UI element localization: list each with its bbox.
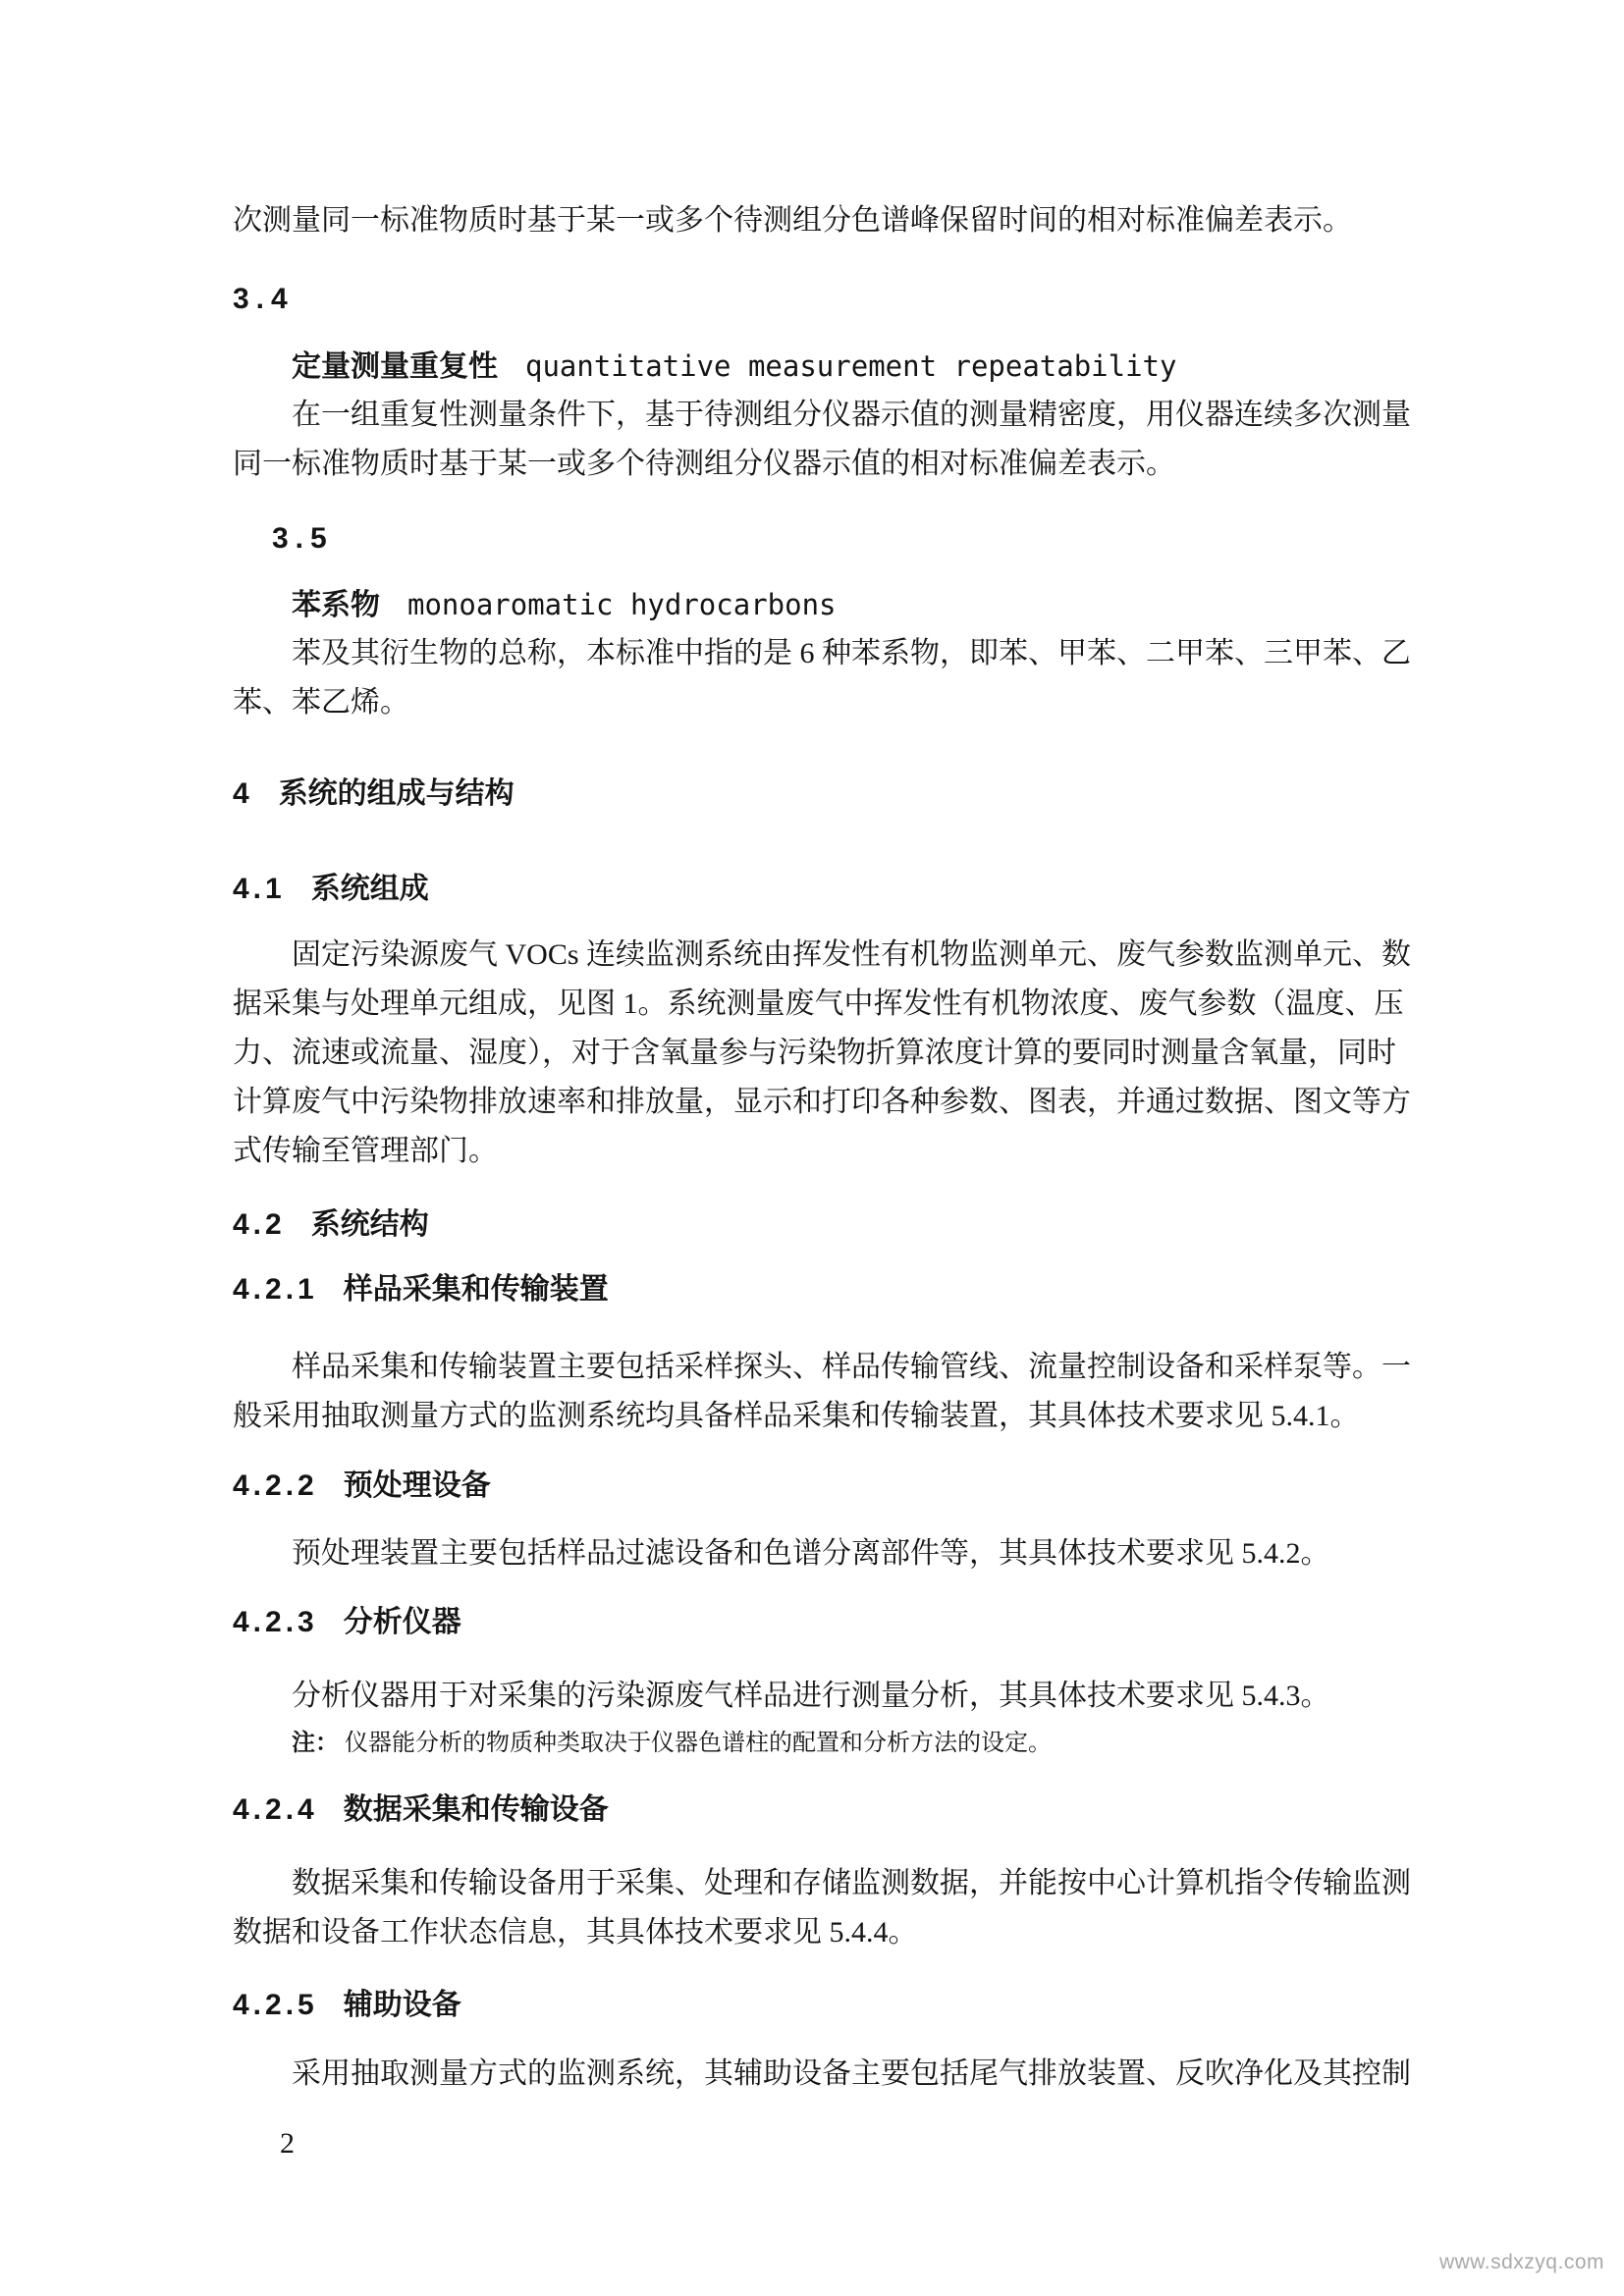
body-line: 苯、苯乙烯。	[233, 686, 409, 719]
body-line: 预处理装置主要包括样品过滤设备和色谱分离部件等，其具体技术要求见 5.4.2。	[292, 1537, 1330, 1570]
body-line: 固定污染源废气 VOCs 连续监测系统由挥发性有机物监测单元、废气参数监测单元、数	[292, 938, 1412, 971]
watermark: www.sdxzyq.com	[1438, 2251, 1604, 2273]
term-heading	[233, 580, 1381, 629]
note	[233, 1724, 1381, 1763]
body-line: 在一组重复性测量条件下，基于待测组分仪器示值的测量精密度，用仪器连续多次测量	[292, 399, 1411, 431]
section-heading-4-2-4	[233, 1786, 1381, 1835]
section-title: 系统的组成与结构	[278, 777, 514, 810]
body-line: 采用抽取测量方式的监测系统，其辅助设备主要包括尾气排放装置、反吹净化及其控制	[292, 2057, 1411, 2090]
section-heading-4-2-5	[233, 1981, 1381, 2030]
section-title: 预处理设备	[343, 1469, 491, 1502]
section-title: 辅助设备	[343, 1989, 461, 2021]
body-line: 数据和设备工作状态信息，其具体技术要求见 5.4.4。	[233, 1916, 918, 1949]
body-line: 式传输至管理部门。	[233, 1135, 498, 1167]
body-line: 苯及其衍生物的总称，本标准中指的是 6 种苯系物，即苯、甲苯、二甲苯、三甲苯、乙	[292, 637, 1411, 669]
section-number: 4.2.3	[233, 1606, 318, 1638]
section-number: 4.2	[233, 1208, 286, 1241]
body-line: 同一标准物质时基于某一或多个待测组分仪器示值的相对标准偏差表示。	[233, 448, 1175, 480]
clause-number-3-5: 3.5	[272, 522, 334, 555]
section-number: 4.2.2	[233, 1469, 318, 1502]
section-number: 4.2.5	[233, 1989, 318, 2021]
body-line: 计算废气中污染物排放速率和排放量，显示和打印各种参数、图表，并通过数据、图文等方	[233, 1086, 1411, 1118]
paragraph	[233, 931, 1412, 1176]
section-heading-4-2-3	[233, 1598, 1381, 1647]
term-zh: 定量测量重复性	[292, 350, 498, 383]
section-heading-4-2	[233, 1201, 1381, 1250]
note-text: 仪器能分析的物质种类取决于仪器色谱柱的配置和分析方法的设定。	[345, 1731, 1052, 1756]
paragraph	[233, 1859, 1411, 1957]
term-zh: 苯系物	[292, 589, 380, 621]
body-line: 力、流速或流量、湿度），对于含氧量参与污染物折算浓度计算的要同时测量含氧量，同时	[233, 1037, 1396, 1069]
section-number: 4.2.4	[233, 1793, 318, 1826]
paragraph	[233, 1529, 1381, 1578]
section-number: 4.2.1	[233, 1273, 318, 1306]
paragraph	[233, 2050, 1411, 2099]
body-line: 样品采集和传输装置主要包括采样探头、样品传输管线、流量控制设备和采样泵等。一	[292, 1351, 1411, 1383]
section-title: 系统结构	[310, 1208, 429, 1241]
term-en: monoaromatic hydrocarbons	[407, 588, 837, 621]
section-title: 系统组成	[310, 873, 429, 905]
clause-number-3-4: 3.4	[233, 283, 295, 315]
paragraph	[233, 1672, 1381, 1721]
section-heading-4-2-1	[233, 1265, 1381, 1314]
paragraph	[233, 1343, 1411, 1441]
body-line: 据采集与处理单元组成，见图 1。系统测量废气中挥发性有机物浓度、废气参数（温度、压	[233, 988, 1404, 1020]
body-line: 分析仪器用于对采集的污染源废气样品进行测量分析，其具体技术要求见 5.4.3。	[292, 1680, 1330, 1712]
page-number: 2	[280, 2127, 295, 2160]
section-title: 样品采集和传输装置	[343, 1273, 609, 1306]
section-heading-4	[233, 770, 1381, 819]
section-title: 分析仪器	[343, 1606, 461, 1638]
document-content	[233, 0, 1412, 2168]
section-number: 4	[233, 777, 253, 810]
section-number: 4.1	[233, 873, 286, 905]
section-heading-4-2-2	[233, 1462, 1381, 1511]
body-line: 数据采集和传输设备用于采集、处理和存储监测数据，并能按中心计算机指令传输监测	[292, 1867, 1411, 1899]
paragraph	[233, 629, 1411, 727]
term-en: quantitative measurement repeatability	[525, 349, 1177, 383]
note-label: 注：	[292, 1730, 339, 1756]
section-title: 数据采集和传输设备	[343, 1793, 609, 1826]
paragraph	[233, 391, 1411, 489]
body-line: 般采用抽取测量方式的监测系统均具备样品采集和传输装置，其具体技术要求见 5.4.1。	[233, 1400, 1360, 1432]
section-heading-4-1	[233, 865, 1381, 914]
term-heading	[233, 342, 1381, 391]
body-line: 次测量同一标准物质时基于某一或多个待测组分色谱峰保留时间的相对标准偏差表示。	[233, 204, 1352, 237]
